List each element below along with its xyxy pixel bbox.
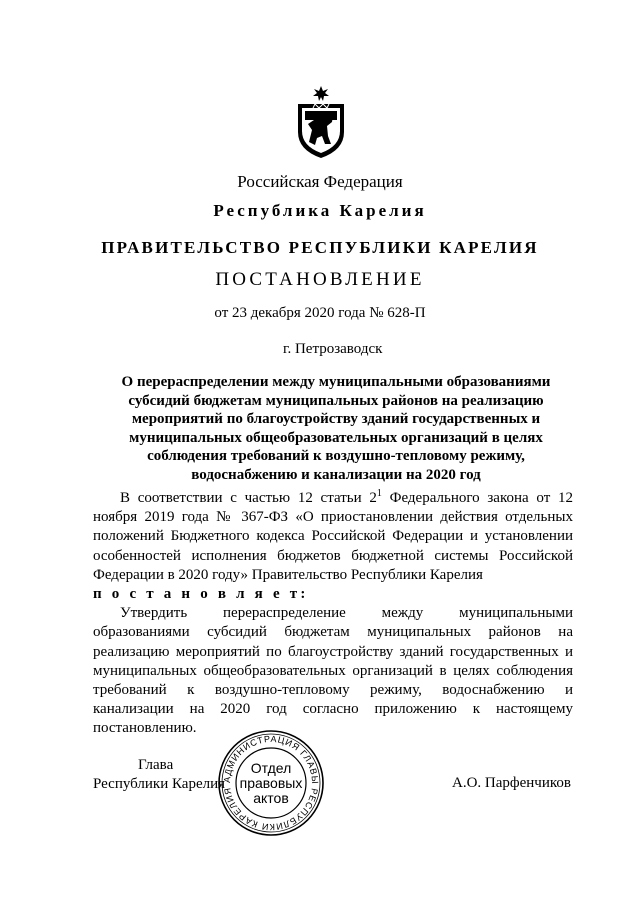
position-line-2: Республики Карелия [93, 776, 226, 792]
p1-superscript: 1 [376, 488, 382, 499]
city-name: г. Петрозаводск [283, 341, 383, 357]
body-paragraph-3: Утвердить перераспределение между муниципальными образованиями субсидий бюджетам муниципальных районов на реализацию мероприятий по благоустройству зданий государственных и муниципальных общеобразовательных организаций в целях соблюдения требований к воздушно-тепловому режиму, водоснабжению и канализации на 2020 год согласно приложению к настоящему постановлению. [93, 605, 573, 737]
document-title: О перераспределении между муниципальными образованиями субсидий бюджетам муниципальных районов на реализацию мероприятий по благоустройству зданий государственных и муниципальных общеобразовательных организаций в целях соблюдения требований к воздушно-тепловому режиму, водоснабжению и канализации на 2020 год [121, 374, 551, 483]
date-number-line: от 23 декабря 2020 года № 628-П [214, 305, 426, 321]
stamp-line-1: Отдел [250, 759, 292, 776]
position-line-1: Глава [138, 757, 174, 773]
p1-text-a: В соответствии с частью 12 статьи 2 [120, 490, 377, 506]
stamp-line-3: актов [253, 789, 289, 806]
body-paragraph-1 [93, 489, 573, 585]
document-type: ПОСТАНОВЛЕНИЕ [215, 269, 425, 290]
resolves-colon: : [300, 586, 309, 603]
country-name: Российская Федерация [237, 172, 403, 191]
stamp-center [217, 729, 325, 837]
government-name: ПРАВИТЕЛЬСТВО РЕСПУБЛИКИ КАРЕЛИЯ [101, 238, 539, 257]
p1-text-b: Федерального закона от 12 ноября 2019 года № 367-ФЗ «О приостановлении действия отдельных положений Бюджетного кодекса Российской Федерации и установлении особенностей исполнения бюджетов бюджетной системы Российской Федерации в 2020 году» Правительство Республики Карелия [93, 490, 573, 583]
stamp-ring-text: АДМИНИСТРАЦИЯ ГЛАВЫ РЕСПУБЛИКИ КАРЕЛИЯ [221, 733, 321, 833]
stamp-line-2: правовых [239, 774, 303, 791]
document-body [93, 489, 573, 739]
coat-of-arms-icon [293, 84, 349, 160]
republic-name: Республика Карелия [213, 201, 427, 220]
resolves-word: п о с т а н о в л я е т [93, 586, 301, 603]
signatory-name: А.О. Парфенчиков [452, 775, 571, 791]
body-paragraph-2 [93, 585, 573, 604]
signatory-position [93, 756, 225, 794]
